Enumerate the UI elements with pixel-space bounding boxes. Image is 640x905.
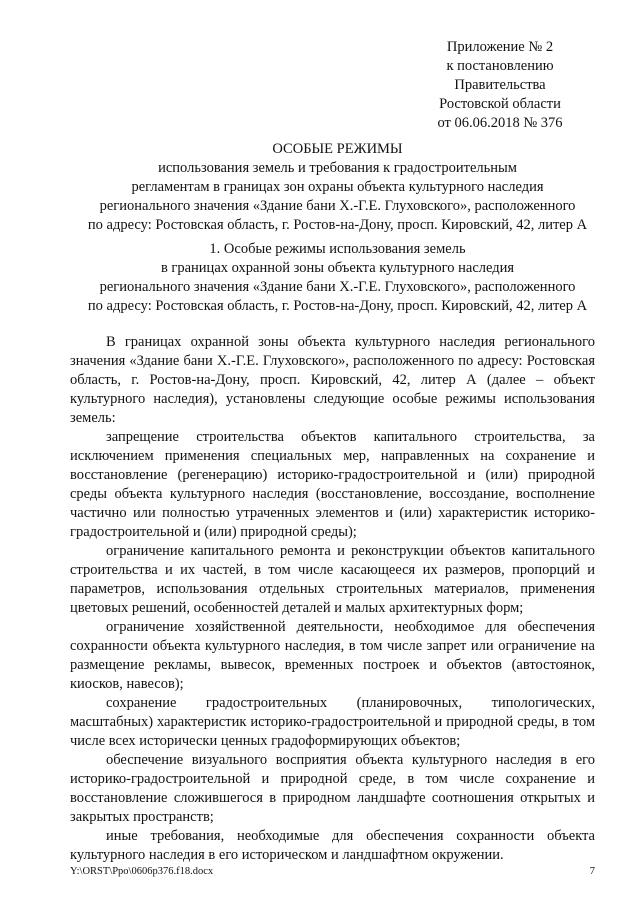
paragraph: обеспечение визуального восприятия объекта культурного наследия в его историко-градостроительной и природной среде, в том числе сохранение и восстановление сложившегося в природном ландшафте соотношения открытых и закрытых пространств;: [70, 752, 595, 825]
document-title: [60, 140, 615, 235]
title-line: регламентам в границах зон охраны объекта культурного наследия: [131, 179, 544, 195]
paragraph: иные требования, необходимые для обеспечения сохранности объекта культурного наследия в его историческом и ландшафтном окружении.: [70, 828, 595, 863]
appendix-line: Приложение № 2: [446, 39, 554, 55]
appendix-block: [410, 38, 590, 133]
section-line: 1. Особые режимы использования земель: [209, 241, 466, 257]
appendix-line: от 06.06.2018 № 376: [437, 115, 563, 131]
section-line: регионального значения «Здание бани Х.-Г.Е. Глуховского», расположенного: [99, 279, 576, 295]
paragraph: сохранение градостроительных (планировочных, типологических, масштабных) характеристик историко-градостроительной и природной среды, в том числе всех исторически ценных градоформирующих объектов;: [70, 695, 595, 749]
appendix-line: Ростовской области: [439, 96, 561, 112]
title-line: использования земель и требования к градостроительным: [158, 160, 517, 176]
paragraph: ограничение капитального ремонта и реконструкции объектов капитального строительства и их частей, в том числе касающееся их размеров, пропорций и параметров, использования отдельных строительных материалов, применения цветовых решений, особенностей деталей и малых архитектурных форм;: [70, 543, 595, 616]
paragraph: В границах охранной зоны объекта культурного наследия регионального значения «Здание бани Х.-Г.Е. Глуховского», расположенного по адресу: Ростовская область, г. Ростов-на-Дону, просп. Кировский, 42, литер А (далее – объект культурного наследия), установлены следующие особые режимы использования земель:: [70, 334, 595, 426]
body-text: [70, 333, 595, 865]
appendix-line: Правительства: [454, 77, 546, 93]
title-line: регионального значения «Здание бани Х.-Г.Е. Глуховского», расположенного: [99, 198, 576, 214]
page-number: 7: [589, 866, 595, 877]
section-line: по адресу: Ростовская область, г. Ростов-на-Дону, просп. Кировский, 42, литер А: [87, 298, 588, 314]
paragraph: ограничение хозяйственной деятельности, необходимое для обеспечения сохранности объекта культурного наследия, в том числе запрет или ограничение на размещение рекламы, вывесок, временных построек и объектов (автостоянок, киосков, навесов);: [70, 619, 595, 692]
paragraph: запрещение строительства объектов капитального строительства, за исключением применения специальных мер, направленных на сохранение и восстановление (регенерацию) историко-градостроительной и (или) природной среды объекта культурного наследия (восстановление, воссоздание, восполнение частично или полностью утраченных элементов и (или) характеристик историко-градостроительной и (или) природной среды);: [70, 429, 595, 540]
footer-file-path: Y:\ORST\Ppo\0606p376.f18.docx: [70, 866, 214, 877]
section-heading: [60, 240, 615, 316]
title-heading: ОСОБЫЕ РЕЖИМЫ: [272, 141, 403, 157]
appendix-line: к постановлению: [446, 58, 554, 74]
section-line: в границах охранной зоны объекта культурного наследия: [160, 260, 515, 276]
title-line: по адресу: Ростовская область, г. Ростов-на-Дону, просп. Кировский, 42, литер А: [87, 217, 588, 233]
